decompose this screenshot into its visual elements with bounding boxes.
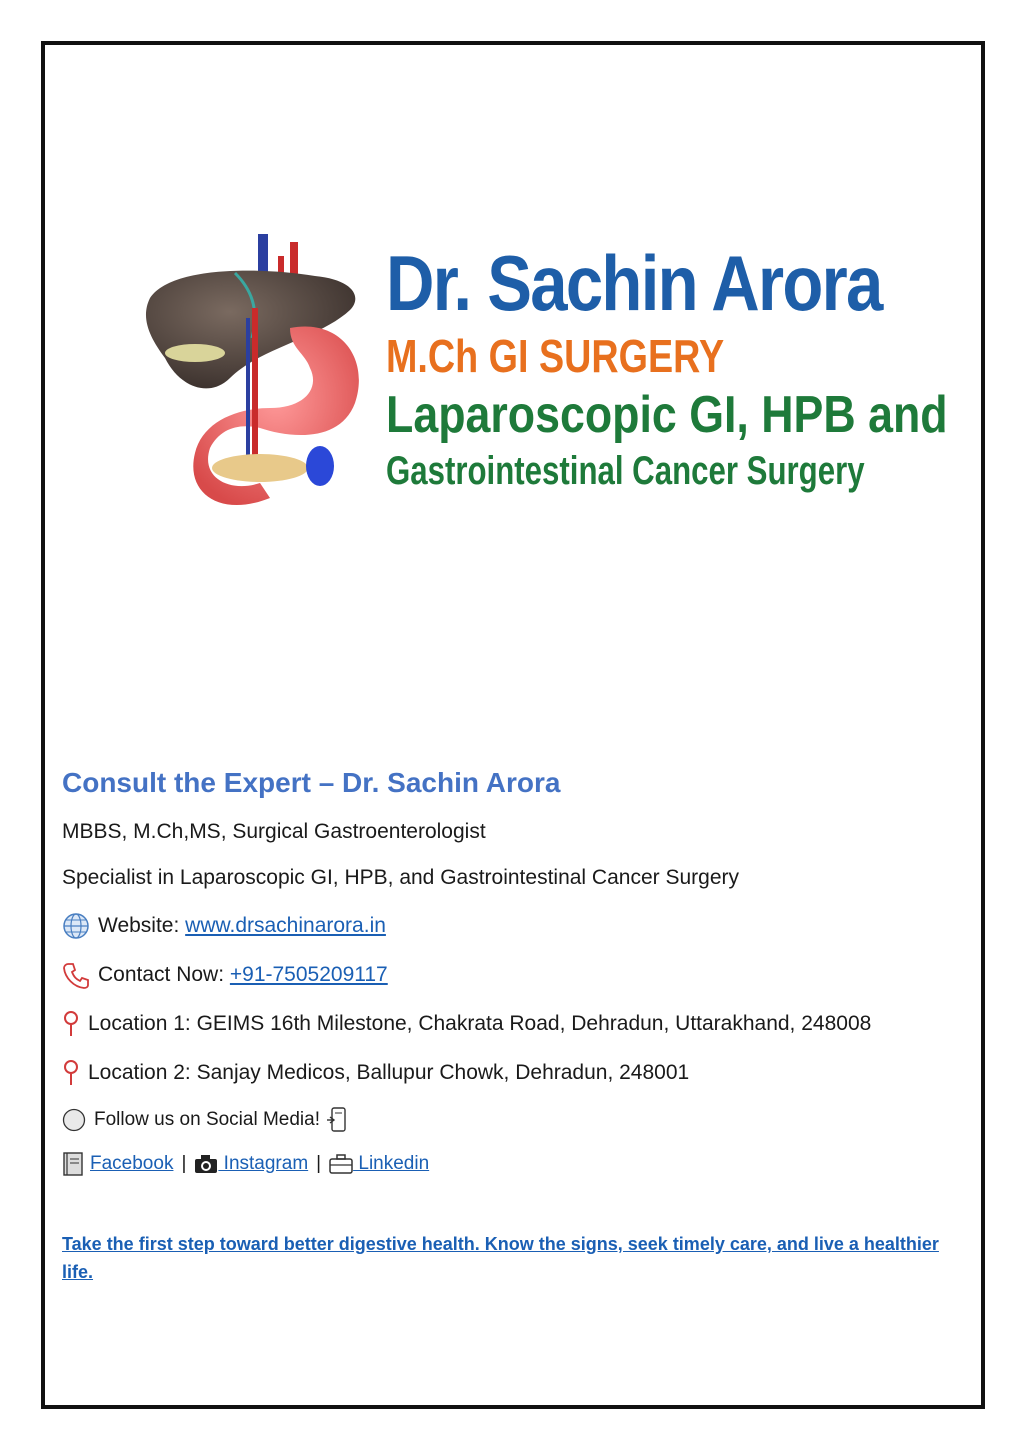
separator: | [181, 1153, 187, 1174]
mobile-phone-icon [326, 1107, 348, 1133]
qualifications-text: MBBS, M.Ch,MS, Surgical Gastroenterologist [62, 820, 486, 843]
phone-link[interactable]: +91-7505209117 [229, 963, 388, 986]
instagram-link[interactable]: Instagram [218, 1153, 309, 1174]
social-label: Follow us on Social Media! [94, 1109, 320, 1130]
phone-icon [62, 961, 90, 989]
specialty-text: Specialist in Laparoscopic GI, HPB, and Gastrointestinal Cancer Surgery [62, 866, 739, 889]
logo-degree: M.Ch GI SURGERY [386, 330, 725, 382]
logo-specialty-line2: Gastrointestinal Cancer Surgery [386, 449, 865, 493]
location1-row [62, 1010, 871, 1038]
specialty-row [62, 864, 739, 892]
facebook-link[interactable]: Facebook [90, 1153, 174, 1174]
location2-row [62, 1059, 689, 1087]
notebook-icon [62, 1152, 84, 1176]
contact-label: Contact Now: [98, 963, 230, 986]
logo-specialty-line1: Laparoscopic GI, HPB and [386, 386, 948, 444]
pin-icon [62, 1059, 80, 1087]
briefcase-icon [329, 1153, 353, 1175]
qualifications-row [62, 818, 486, 846]
logo-text [386, 240, 1024, 496]
pin-icon [62, 1010, 80, 1038]
contact-section [62, 760, 962, 1282]
separator: | [316, 1153, 322, 1174]
call-to-action-link[interactable]: Take the first step toward better digestive health. Know the signs, seek timely care, and live a healthier life. [62, 1234, 939, 1282]
circle-icon [62, 1108, 86, 1132]
contact-row [62, 961, 388, 989]
location2-text: Location 2: Sanjay Medicos, Ballupur Chowk, Dehradun, 248001 [88, 1061, 690, 1084]
logo-doctor-name: Dr. Sachin Arora [386, 239, 882, 327]
website-label: Website: [98, 914, 186, 937]
location1-text: Location 1: GEIMS 16th Milestone, Chakrata Road, Dehradun, Uttarakhand, 248008 [88, 1012, 872, 1035]
section-heading: Consult the Expert – Dr. Sachin Arora [62, 767, 561, 798]
social-links-row [62, 1150, 429, 1178]
camera-icon [194, 1153, 218, 1175]
digestive-organs-illustration [140, 228, 370, 518]
website-row [62, 912, 386, 940]
globe-icon [62, 912, 90, 940]
linkedin-link[interactable]: Linkedin [353, 1153, 430, 1174]
website-link[interactable]: www.drsachinarora.in [185, 914, 386, 937]
clinic-logo [140, 228, 948, 528]
social-row [62, 1106, 348, 1134]
